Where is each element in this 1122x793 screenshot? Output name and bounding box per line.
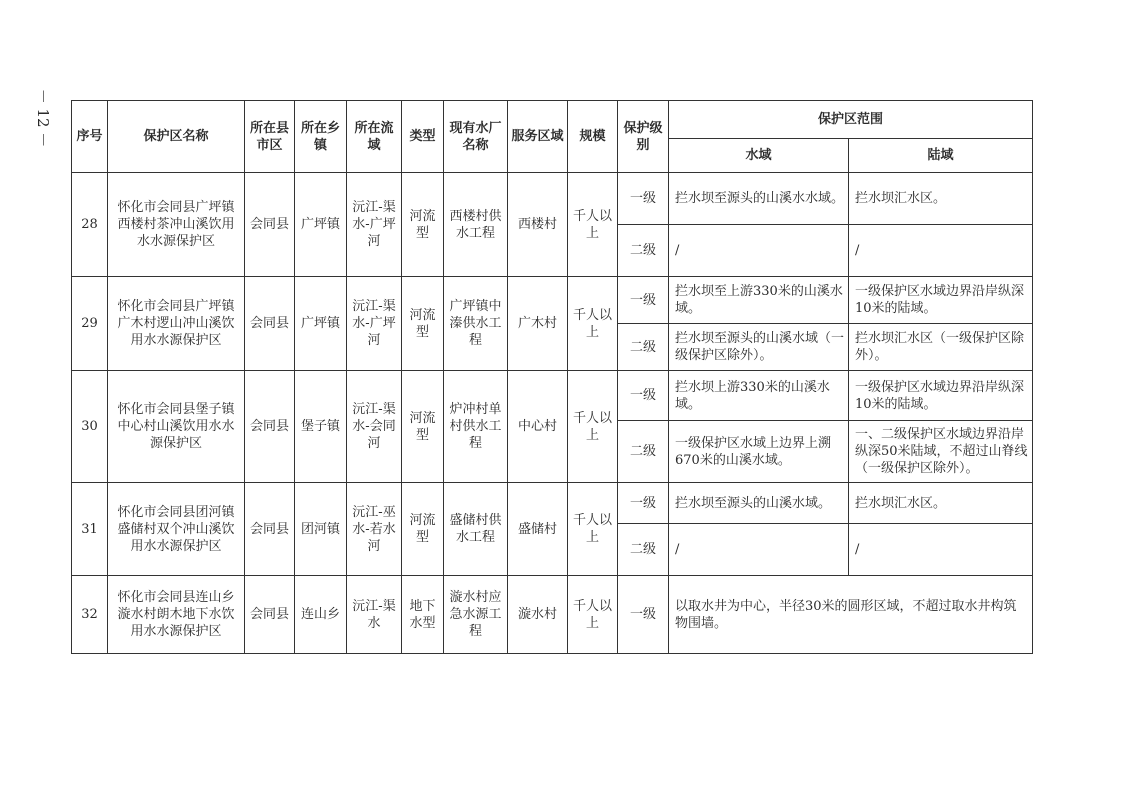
cell-town: 连山乡 (295, 576, 347, 654)
cell-type: 河流型 (402, 371, 444, 483)
cell-county: 会同县 (245, 173, 295, 277)
cell-water-scope: 拦水坝至源头的山溪水域。 (669, 483, 849, 524)
cell-service: 中心村 (508, 371, 568, 483)
cell-level: 一级 (618, 371, 669, 421)
cell-level: 一级 (618, 173, 669, 225)
cell-town: 广坪镇 (295, 173, 347, 277)
header-row-1 (72, 101, 1033, 139)
page-number: － 12 － (34, 88, 53, 148)
header-name: 保护区名称 (108, 101, 245, 173)
cell-level: 一级 (618, 576, 669, 654)
cell-scale: 千人以上 (568, 576, 618, 654)
table-row (72, 483, 1033, 524)
cell-type: 河流型 (402, 483, 444, 576)
cell-water-scope: 拦水坝上游330米的山溪水域。 (669, 371, 849, 421)
table-row (72, 371, 1033, 421)
cell-level: 二级 (618, 225, 669, 277)
protection-area-table (71, 100, 1033, 654)
cell-service: 漩水村 (508, 576, 568, 654)
header-town: 所在乡镇 (295, 101, 347, 173)
cell-seq: 32 (72, 576, 108, 654)
cell-county: 会同县 (245, 576, 295, 654)
cell-level: 一级 (618, 277, 669, 324)
cell-county: 会同县 (245, 277, 295, 371)
cell-seq: 31 (72, 483, 108, 576)
cell-basin: 沅江-渠水-广坪河 (347, 277, 402, 371)
header-type: 类型 (402, 101, 444, 173)
cell-land-scope: 一、二级保护区水域边界沿岸纵深50米陆域，不超过山脊线（一级保护区除外）。 (849, 421, 1033, 483)
cell-water-scope: 拦水坝至源头的山溪水水域。 (669, 173, 849, 225)
cell-land-scope: 拦水坝汇水区（一级保护区除外）。 (849, 324, 1033, 371)
cell-basin: 沅江-渠水-会同河 (347, 371, 402, 483)
header-service: 服务区域 (508, 101, 568, 173)
cell-type: 地下水型 (402, 576, 444, 654)
cell-county: 会同县 (245, 371, 295, 483)
cell-plant: 漩水村应急水源工程 (444, 576, 508, 654)
cell-combined-scope: 以取水井为中心，半径30米的圆形区域，不超过取水井构筑物围墙。 (669, 576, 1033, 654)
cell-land-scope: 拦水坝汇水区。 (849, 173, 1033, 225)
cell-basin: 沅江-巫水-若水河 (347, 483, 402, 576)
table-row (72, 173, 1033, 225)
cell-town: 广坪镇 (295, 277, 347, 371)
cell-water-scope: / (669, 225, 849, 277)
cell-scale: 千人以上 (568, 173, 618, 277)
cell-water-scope: / (669, 524, 849, 576)
cell-name: 怀化市会同县堡子镇中心村山溪饮用水水源保护区 (108, 371, 245, 483)
cell-land-scope: 拦水坝汇水区。 (849, 483, 1033, 524)
cell-scale: 千人以上 (568, 371, 618, 483)
header-level: 保护级别 (618, 101, 669, 173)
cell-seq: 28 (72, 173, 108, 277)
cell-land-scope: 一级保护区水域边界沿岸纵深10米的陆域。 (849, 371, 1033, 421)
cell-name: 怀化市会同县团河镇盛储村双个冲山溪饮用水水源保护区 (108, 483, 245, 576)
cell-level: 二级 (618, 524, 669, 576)
header-scale: 规模 (568, 101, 618, 173)
cell-level: 一级 (618, 483, 669, 524)
cell-level: 二级 (618, 324, 669, 371)
header-land: 陆域 (849, 139, 1033, 173)
cell-water-scope: 拦水坝至上游330米的山溪水域。 (669, 277, 849, 324)
cell-scale: 千人以上 (568, 483, 618, 576)
cell-water-scope: 拦水坝至源头的山溪水域（一级保护区除外）。 (669, 324, 849, 371)
cell-plant: 西楼村供水工程 (444, 173, 508, 277)
cell-name: 怀化市会同县广坪镇西楼村茶冲山溪饮用水水源保护区 (108, 173, 245, 277)
table-row (72, 576, 1033, 654)
cell-name: 怀化市会同县连山乡漩水村朗木地下水饮用水水源保护区 (108, 576, 245, 654)
cell-service: 西楼村 (508, 173, 568, 277)
cell-scale: 千人以上 (568, 277, 618, 371)
cell-service: 盛储村 (508, 483, 568, 576)
protection-area-table-wrapper (71, 100, 1033, 654)
cell-basin: 沅江-渠水-广坪河 (347, 173, 402, 277)
header-basin: 所在流域 (347, 101, 402, 173)
header-water: 水域 (669, 139, 849, 173)
table-row (72, 277, 1033, 324)
cell-seq: 29 (72, 277, 108, 371)
cell-town: 团河镇 (295, 483, 347, 576)
cell-county: 会同县 (245, 483, 295, 576)
cell-level: 二级 (618, 421, 669, 483)
header-scope: 保护区范围 (669, 101, 1033, 139)
cell-name: 怀化市会同县广坪镇广木村逻山冲山溪饮用水水源保护区 (108, 277, 245, 371)
cell-type: 河流型 (402, 173, 444, 277)
cell-seq: 30 (72, 371, 108, 483)
cell-type: 河流型 (402, 277, 444, 371)
cell-service: 广木村 (508, 277, 568, 371)
header-seq: 序号 (72, 101, 108, 173)
cell-town: 堡子镇 (295, 371, 347, 483)
cell-basin: 沅江-渠水 (347, 576, 402, 654)
header-plant: 现有水厂名称 (444, 101, 508, 173)
cell-plant: 盛储村供水工程 (444, 483, 508, 576)
cell-land-scope: / (849, 524, 1033, 576)
cell-plant: 炉冲村单村供水工程 (444, 371, 508, 483)
cell-land-scope: / (849, 225, 1033, 277)
cell-water-scope: 一级保护区水域上边界上溯670米的山溪水域。 (669, 421, 849, 483)
header-county: 所在县市区 (245, 101, 295, 173)
cell-land-scope: 一级保护区水域边界沿岸纵深10米的陆域。 (849, 277, 1033, 324)
cell-plant: 广坪镇中溱供水工程 (444, 277, 508, 371)
